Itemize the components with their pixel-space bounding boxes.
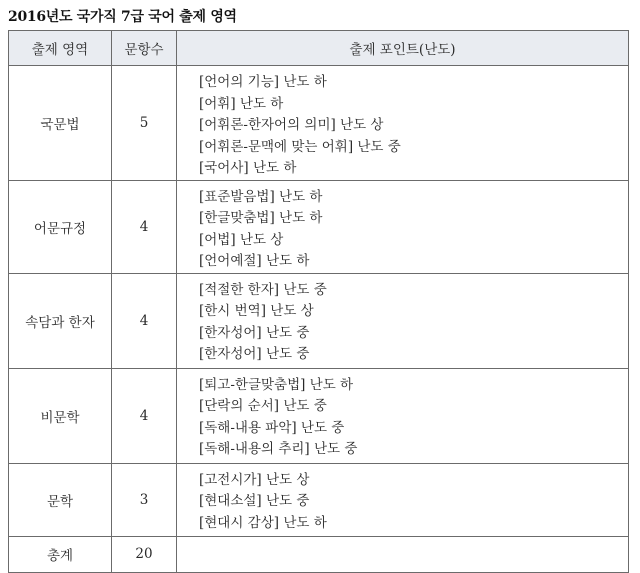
point-item: [현대소설] 난도 중 bbox=[199, 493, 310, 509]
point-item: [독해-내용 파악] 난도 중 bbox=[199, 419, 345, 436]
table-row bbox=[9, 180, 629, 273]
header-area: 출제 영역 bbox=[9, 31, 112, 66]
table-row bbox=[9, 368, 629, 463]
point-item: [한시 번역] 난도 상 bbox=[199, 303, 314, 319]
point-item: [국어사] 난도 하 bbox=[199, 160, 297, 176]
count-cell: 4 bbox=[112, 180, 177, 273]
area-cell: 어문규정 bbox=[9, 180, 112, 273]
point-item: [어휘] 난도 하 bbox=[199, 95, 284, 112]
points-cell bbox=[177, 463, 629, 536]
area-cell: 비문학 bbox=[9, 368, 112, 463]
points-cell bbox=[177, 273, 629, 368]
total-points-empty bbox=[177, 536, 629, 572]
table-row bbox=[9, 66, 629, 181]
area-cell: 속담과 한자 bbox=[9, 273, 112, 368]
table-row bbox=[9, 273, 629, 368]
count-cell: 3 bbox=[112, 463, 177, 536]
point-item: [언어예절] 난도 하 bbox=[199, 253, 310, 269]
point-item: [어휘론-문맥에 맞는 어휘] 난도 중 bbox=[199, 138, 401, 155]
page-title: 2016년도 국가직 7급 국어 출제 영역 bbox=[8, 9, 237, 25]
area-cell: 국문법 bbox=[9, 66, 112, 181]
total-row bbox=[9, 536, 629, 572]
point-item: [한자성어] 난도 중 bbox=[199, 324, 310, 341]
header-points: 출제 포인트(난도) bbox=[177, 31, 629, 66]
point-item: [현대시 감상] 난도 하 bbox=[199, 514, 327, 531]
total-count: 20 bbox=[112, 536, 177, 572]
count-cell: 5 bbox=[112, 66, 177, 181]
point-item: [퇴고-한글맞춤법] 난도 하 bbox=[199, 376, 354, 393]
point-item: [어법] 난도 상 bbox=[199, 231, 284, 248]
table-row bbox=[9, 463, 629, 536]
point-item: [한자성어] 난도 중 bbox=[199, 346, 310, 362]
area-cell: 문학 bbox=[9, 463, 112, 536]
point-item: [독해-내용의 추리] 난도 중 bbox=[199, 441, 358, 457]
count-cell: 4 bbox=[112, 368, 177, 463]
points-cell bbox=[177, 368, 629, 463]
table-header-row bbox=[9, 31, 629, 66]
point-item: [단락의 순서] 난도 중 bbox=[199, 398, 327, 414]
point-item: [어휘론-한자어의 의미] 난도 상 bbox=[199, 117, 384, 133]
point-item: [한글맞춤법] 난도 하 bbox=[199, 210, 323, 226]
point-item: [언어의 기능] 난도 하 bbox=[199, 74, 327, 90]
exam-area-table bbox=[8, 30, 629, 573]
point-item: [적절한 한자] 난도 중 bbox=[199, 281, 327, 298]
points-cell bbox=[177, 180, 629, 273]
header-count: 문항수 bbox=[112, 31, 177, 66]
point-item: [고전시가] 난도 상 bbox=[199, 471, 310, 488]
points-cell bbox=[177, 66, 629, 181]
total-label: 총계 bbox=[9, 536, 112, 572]
point-item: [표준발음법] 난도 하 bbox=[199, 188, 323, 205]
count-cell: 4 bbox=[112, 273, 177, 368]
